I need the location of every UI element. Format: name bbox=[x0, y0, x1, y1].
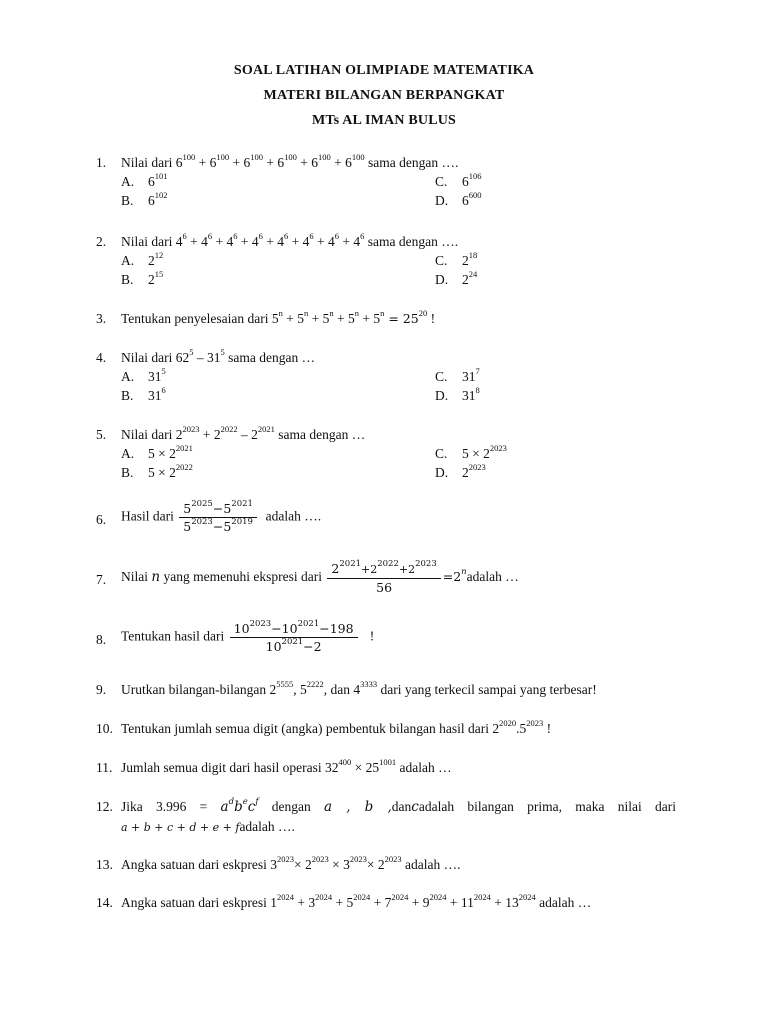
option-a[interactable]: A. $2^{12}$ bbox=[121, 250, 164, 268]
question-12 bbox=[96, 797, 676, 837]
question-text: Angka satuan dari eskpresi $1^{2024} + 3^{2024} + 5^{2024} + 7^{2024} + 9^{2024} + 11^{2024} + 13^{2024}$ adalah … bbox=[121, 892, 592, 910]
option-c[interactable]: C. $2^{18}$ bbox=[435, 250, 478, 268]
question-number: 3. bbox=[96, 311, 107, 326]
title-line-3: MTs AL IMAN BULUS bbox=[311, 113, 457, 128]
question-text: Tentukan hasil dari $\frac{10^{2023}-10^{2021}-198}{10^{2021}-2}$ ! bbox=[121, 619, 375, 654]
fraction: $\frac{5^{2025}-5^{2021}}{5^{2023}-5^{2019}}$ bbox=[179, 500, 257, 535]
question-number: 4. bbox=[96, 350, 107, 365]
question-11 bbox=[96, 758, 676, 777]
title-block bbox=[0, 58, 768, 133]
question-5 bbox=[96, 425, 676, 482]
option-a[interactable]: A. $31^5$ bbox=[121, 366, 166, 384]
answer-options bbox=[121, 367, 676, 405]
fraction: $\frac{2^{2021}+2^{2022}+2^{2023}}{56}$ bbox=[327, 560, 440, 596]
answer-options bbox=[121, 444, 676, 482]
option-c[interactable]: C. $31^7$ bbox=[435, 366, 480, 384]
question-number: 2. bbox=[96, 234, 107, 249]
question-14 bbox=[96, 893, 676, 912]
question-number: 13. bbox=[96, 857, 113, 872]
question-13 bbox=[96, 855, 676, 874]
option-d[interactable]: D. $31^8$ bbox=[435, 385, 480, 403]
question-number: 14. bbox=[96, 895, 113, 910]
option-b[interactable]: B. $2^{15}$ bbox=[121, 269, 164, 287]
question-text: Tentukan penyelesaian dari $5^n + 5^n + 5^n + 5^n + 5^n = 25^{20}$ ! bbox=[121, 308, 436, 326]
question-number: 11. bbox=[96, 760, 113, 775]
question-text-line-2: a + b + c + d + e + fadalah …. bbox=[121, 819, 295, 834]
question-text: Nilai dari $2^{2023} + 2^{2022} - 2^{2021}$ sama dengan … bbox=[121, 424, 366, 442]
question-number: 1. bbox=[96, 155, 107, 170]
option-d[interactable]: D. $2^{24}$ bbox=[435, 269, 478, 287]
question-number: 6. bbox=[96, 512, 107, 527]
question-number: 10. bbox=[96, 721, 113, 736]
question-10 bbox=[96, 719, 676, 738]
question-text: Nilai n yang memenuhi ekspresi dari $\frac{2^{2021}+2^{2022}+2^{2023}}{56}$ $=2^nadalah$ … bbox=[121, 559, 519, 595]
question-text: Hasil dari $\frac{5^{2025}-5^{2021}}{5^{2023}-5^{2019}}$ adalah …. bbox=[121, 499, 322, 534]
question-text: Angka satuan dari eskpresi $3^{2023}\times 2^{2023} \times 3^{2023}\times 2^{2023}$ adalah …. bbox=[121, 854, 461, 872]
question-number: 7. bbox=[96, 572, 107, 587]
question-number: 9. bbox=[96, 682, 107, 697]
question-text: Jumlah semua digit dari hasil operasi $32^{400} \times 25^{1001}$ adalah … bbox=[121, 757, 452, 775]
question-3 bbox=[96, 309, 676, 328]
option-c[interactable]: C. $6^{106}$ bbox=[435, 171, 482, 189]
question-7 bbox=[96, 560, 676, 596]
question-4 bbox=[96, 348, 676, 405]
option-a[interactable]: A. $6^{101}$ bbox=[121, 171, 168, 189]
question-number: 12. bbox=[96, 799, 113, 814]
question-text: Tentukan jumlah semua digit (angka) pembentuk bilangan hasil dari $2^{2020}.5^{2023}$ ! bbox=[121, 718, 552, 736]
option-a[interactable]: A. $5 \times 2^{2021}$ bbox=[121, 443, 193, 461]
title-line-1: SOAL LATIHAN OLIMPIADE MATEMATIKA bbox=[233, 63, 535, 78]
question-6 bbox=[96, 500, 676, 535]
option-b[interactable]: B. $6^{102}$ bbox=[121, 190, 168, 208]
fraction: $\frac{10^{2023}-10^{2021}-198}{10^{2021}-2}$ bbox=[230, 620, 358, 655]
question-2 bbox=[96, 232, 676, 289]
answer-options bbox=[121, 251, 676, 289]
option-d[interactable]: D. $6^{600}$ bbox=[435, 190, 482, 208]
question-text: Urutkan bilangan-bilangan $2^{5555}$, $5^{2222}$, dan $4^{3333}$ dari yang terkecil sampai yang terbesar! bbox=[121, 679, 597, 697]
option-d[interactable]: D. $2^{2023}$ bbox=[435, 462, 486, 480]
option-b[interactable]: B. $31^6$ bbox=[121, 385, 166, 403]
question-text-line-1: Jika $3.996 = a^db^ec^f$ dengan a , b ,dancadalah bilangan prima, maka nilai dari bbox=[121, 797, 677, 815]
question-text: Nilai dari $62^5 - 31^5$ sama dengan … bbox=[121, 347, 316, 365]
question-number: 5. bbox=[96, 427, 107, 442]
question-text: Nilai dari $4^6 + 4^6 + 4^6 + 4^6 + 4^6 + 4^6 + 4^6 + 4^6$ sama dengan …. bbox=[121, 231, 459, 249]
title-line-2: MATERI BILANGAN BERPANGKAT bbox=[263, 88, 505, 103]
question-number: 8. bbox=[96, 632, 107, 647]
question-1 bbox=[96, 153, 676, 210]
question-8 bbox=[96, 620, 676, 655]
answer-options bbox=[121, 172, 676, 210]
option-b[interactable]: B. $5 \times 2^{2022}$ bbox=[121, 462, 193, 480]
question-text: Nilai dari $6^{100} + 6^{100} + 6^{100} + 6^{100} + 6^{100} + 6^{100}$ sama dengan …. bbox=[121, 152, 459, 170]
question-9 bbox=[96, 680, 676, 699]
option-c[interactable]: C. $5 \times 2^{2023}$ bbox=[435, 443, 507, 461]
